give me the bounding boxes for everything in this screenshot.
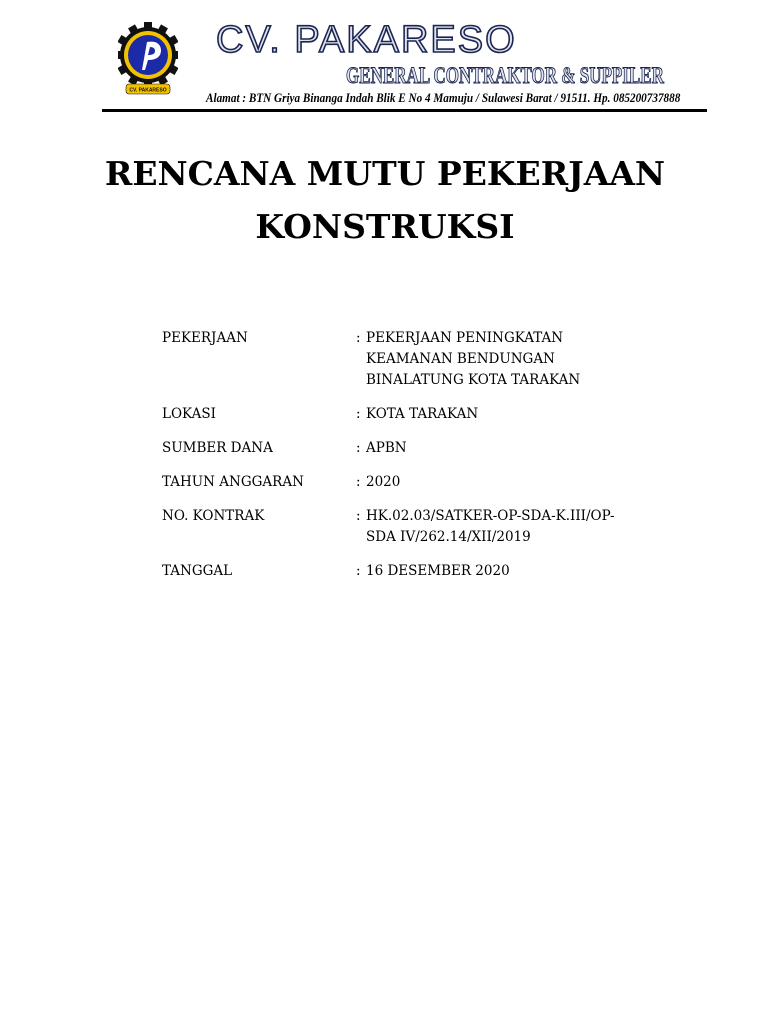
document-title [100,147,670,253]
company-name: CV. PAKARESO [216,19,517,61]
detail-row-tanggal [162,561,642,595]
document-title-line-1: RENCANA MUTU PEKERJAAN [104,154,666,193]
detail-label: TAHUN ANGGARAN [162,474,304,490]
project-details-table [162,328,642,595]
detail-colon: : [356,508,361,524]
detail-colon: : [356,474,361,490]
detail-value: HK.02.03/SATKER-OP-SDA-K.III/OP-SDA IV/262.14/XII/2019 [366,508,615,545]
detail-row-sumber-dana [162,438,642,472]
detail-label: LOKASI [162,406,216,422]
detail-colon: : [356,406,361,422]
detail-colon: : [356,440,361,456]
detail-value: 16 DESEMBER 2020 [366,563,510,579]
detail-label: SUMBER DANA [162,440,273,456]
company-tagline: GENERAL CONTRAKTOR & SUPPILER [346,63,664,88]
detail-value: 2020 [366,474,401,490]
letterhead [0,0,768,118]
detail-row-tahun-anggaran [162,472,642,506]
detail-row-pekerjaan [162,328,642,404]
logo-text: CV. PAKARESO [129,87,167,94]
company-address: Alamat : BTN Griya Binanga Indah Blik E No 4 Mamuju / Sulawesi Barat / 91511. Hp. 085200737888 [206,90,681,105]
detail-row-no-kontrak [162,506,642,561]
detail-colon: : [356,563,361,579]
company-logo-icon [118,22,178,100]
detail-value: KOTA TARAKAN [366,406,479,422]
detail-value: PEKERJAAN PENINGKATAN KEAMANAN BENDUNGAN BINALATUNG KOTA TARAKAN [366,330,581,388]
detail-label: TANGGAL [162,563,233,579]
document-title-line-2: KONSTRUKSI [255,207,515,246]
detail-label: NO. KONTRAK [162,508,265,524]
detail-row-lokasi [162,404,642,438]
header-divider [102,109,707,112]
detail-value: APBN [366,440,407,456]
detail-label: PEKERJAAN [162,330,248,346]
detail-colon: : [356,330,361,346]
